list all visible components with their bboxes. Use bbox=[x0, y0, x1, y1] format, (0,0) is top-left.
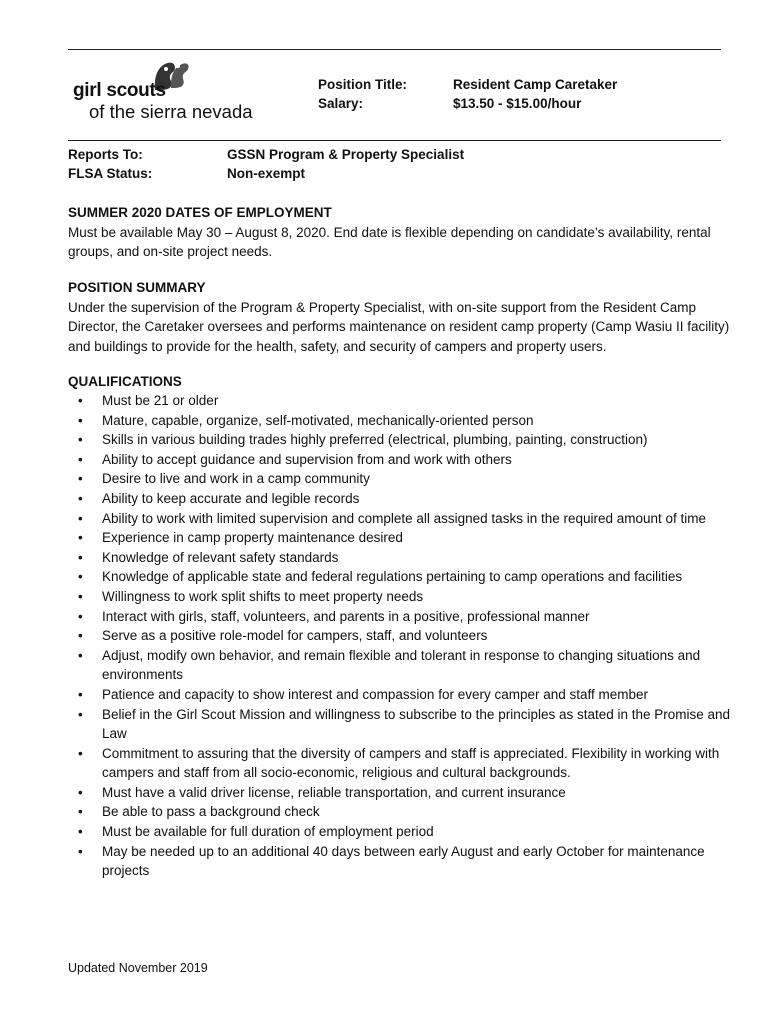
girl-scouts-logo bbox=[73, 58, 253, 124]
list-item: • Adjust, modify own behavior, and remain flexible and tolerant in response to changing situations and environments bbox=[68, 646, 733, 685]
list-item: • May be needed up to an additional 40 days between early August and early October for maintenance projects bbox=[68, 842, 733, 881]
list-item: • Commitment to assuring that the diversity of campers and staff is appreciated. Flexibility in working with campers and staff from all socio-economic, religious and cultural backgrounds. bbox=[68, 744, 733, 783]
reports-to-label: Reports To: bbox=[68, 147, 143, 162]
qualifications-list bbox=[68, 391, 733, 881]
salary-value: $13.50 - $15.00/hour bbox=[453, 96, 582, 111]
reports-to-value: GSSN Program & Property Specialist bbox=[227, 147, 465, 162]
list-item: • Patience and capacity to show interest and compassion for every camper and staff member bbox=[68, 685, 733, 705]
list-item: • Be able to pass a background check bbox=[68, 802, 733, 822]
dates-heading: SUMMER 2020 DATES OF EMPLOYMENT bbox=[68, 205, 332, 220]
header-rule bbox=[68, 140, 721, 141]
list-item: • Must be available for full duration of employment period bbox=[68, 822, 733, 842]
top-rule bbox=[68, 49, 721, 50]
flsa-status-value: Non-exempt bbox=[227, 166, 306, 181]
logo-text-girl-scouts: girl scouts bbox=[73, 80, 166, 101]
summary-text: Under the supervision of the Program & Property Specialist, with on-site support from the Resident Camp Director, the Caretaker oversees and performs maintenance on resident camp property (Camp Wasiu II facility) and buildings to provide for the health, safety, and security of campers and property users. bbox=[68, 299, 730, 354]
list-item: • Knowledge of applicable state and federal regulations pertaining to camp operations and facilities bbox=[68, 567, 733, 587]
list-item: • Ability to keep accurate and legible records bbox=[68, 489, 733, 509]
list-item: • Interact with girls, staff, volunteers, and parents in a positive, professional manner bbox=[68, 607, 733, 627]
list-item: • Willingness to work split shifts to meet property needs bbox=[68, 587, 733, 607]
list-item: • Experience in camp property maintenance desired bbox=[68, 528, 733, 548]
list-item: • Belief in the Girl Scout Mission and willingness to subscribe to the principles as stated in the Promise and Law bbox=[68, 705, 733, 744]
list-item: • Must have a valid driver license, reliable transportation, and current insurance bbox=[68, 783, 733, 803]
list-item: • Serve as a positive role-model for campers, staff, and volunteers bbox=[68, 626, 733, 646]
position-title-value: Resident Camp Caretaker bbox=[453, 77, 618, 92]
summary-section bbox=[68, 278, 733, 356]
list-item: • Must be 21 or older bbox=[68, 391, 733, 411]
list-item: • Skills in various building trades highly preferred (electrical, plumbing, painting, construction) bbox=[68, 430, 733, 450]
flsa-status-label: FLSA Status: bbox=[68, 166, 153, 181]
list-item: • Ability to accept guidance and supervision from and work with others bbox=[68, 450, 733, 470]
list-item: • Mature, capable, organize, self-motivated, mechanically-oriented person bbox=[68, 411, 733, 431]
qualifications-heading: QUALIFICATIONS bbox=[68, 374, 182, 389]
salary-label: Salary: bbox=[318, 96, 364, 111]
list-item: • Ability to work with limited supervision and complete all assigned tasks in the required amount of time bbox=[68, 509, 733, 529]
summary-heading: POSITION SUMMARY bbox=[68, 280, 206, 295]
qualifications-section bbox=[68, 372, 733, 392]
list-item: • Knowledge of relevant safety standards bbox=[68, 548, 733, 568]
list-item: • Desire to live and work in a camp community bbox=[68, 469, 733, 489]
logo-text-council: of the sierra nevada bbox=[89, 101, 253, 122]
dates-text: Must be available May 30 – August 8, 2020. End date is flexible depending on candidate’s availability, rental groups, and on-site project needs. bbox=[68, 224, 711, 260]
updated-date: Updated November 2019 bbox=[68, 961, 208, 975]
dates-section bbox=[68, 203, 733, 262]
position-title-label: Position Title: bbox=[318, 77, 408, 92]
